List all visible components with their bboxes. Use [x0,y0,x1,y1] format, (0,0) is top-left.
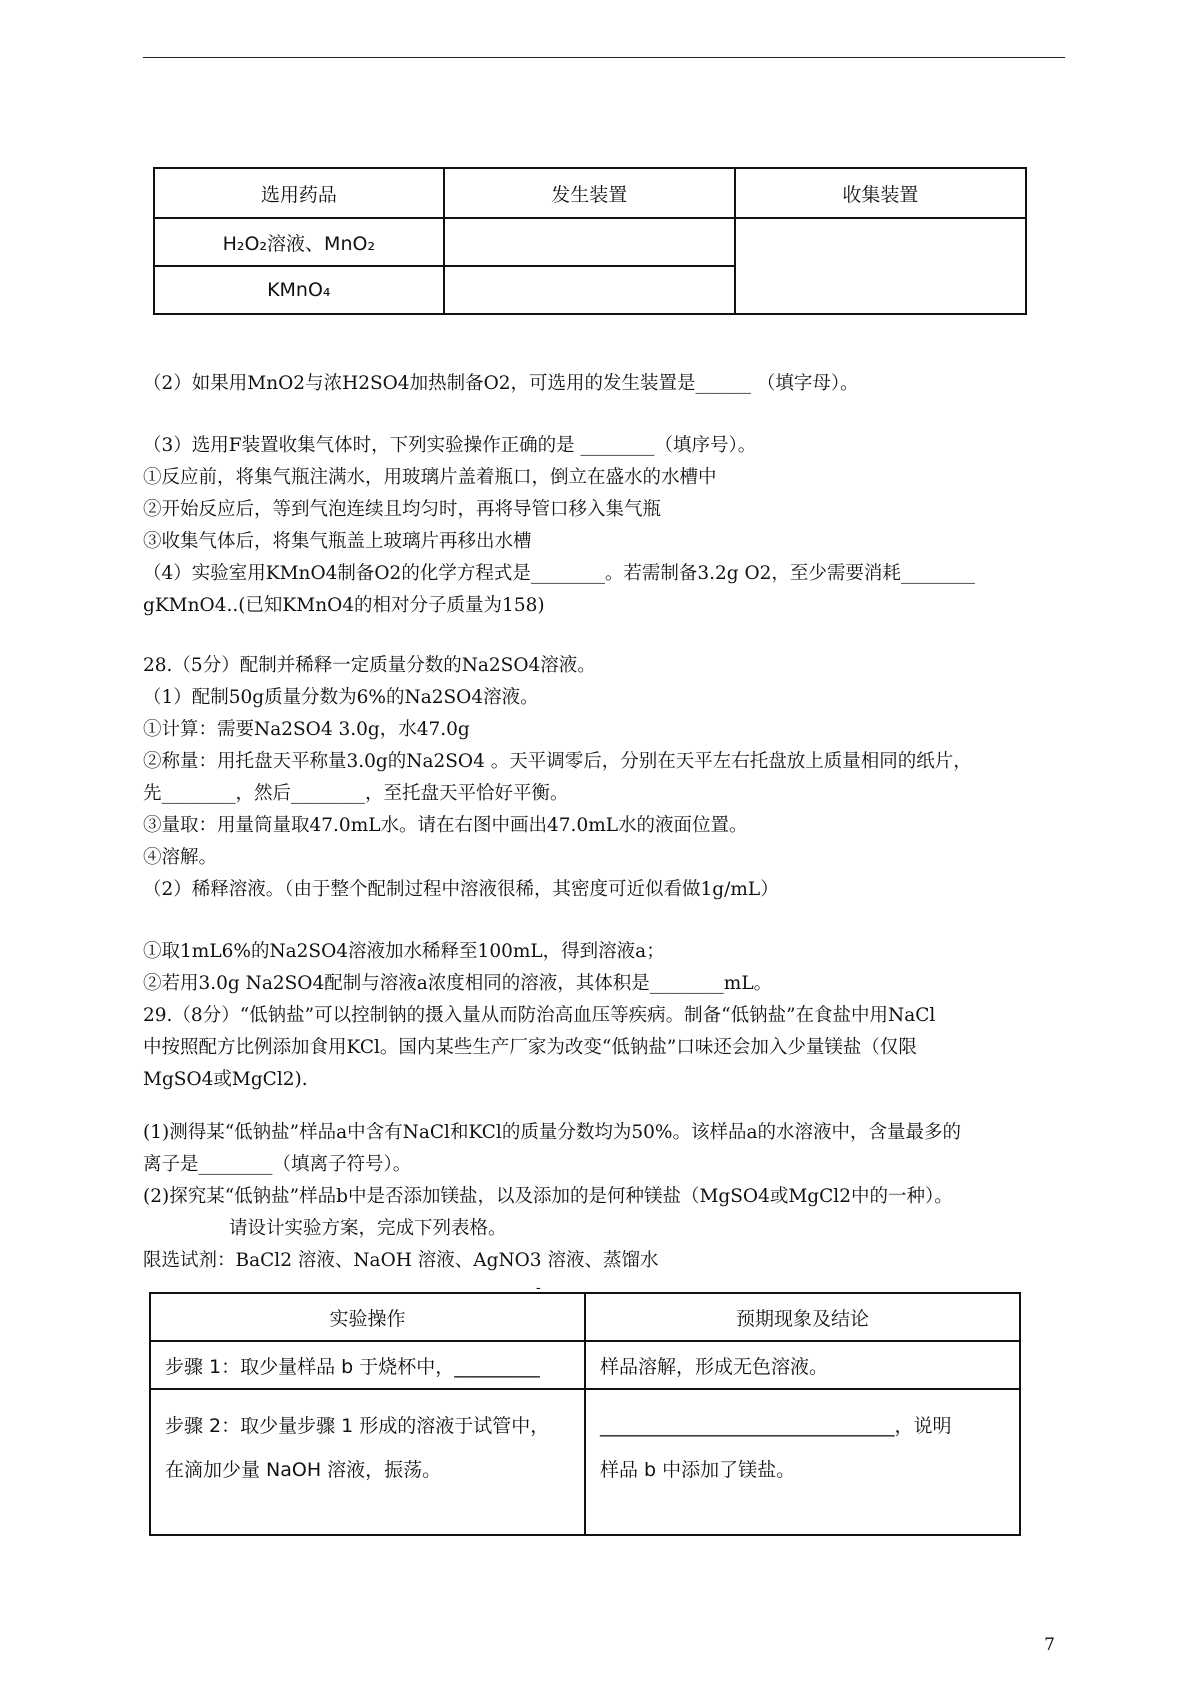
header-rule [143,57,1065,58]
q4-line-2: gKMnO4..(已知KMnO4的相对分子质量为158) [143,595,545,616]
q28-measure: ③量取：用量筒量取47.0mL水。请在右图中画出47.0mL水的液面位置。 [143,815,748,836]
step2-op-line-1: 步骤 2：取少量步骤 1 形成的溶液于试管中， [165,1415,550,1437]
q3-line: （3）选用F装置收集气体时，下列实验操作正确的是 ________（填序号）。 [143,435,757,456]
q28-calc: ①计算：需要Na2SO4 3.0g，水47.0g [143,719,470,740]
header-collector: 收集装置 [735,168,1026,218]
q29-intro-3: MgSO4或MgCl2). [143,1069,308,1090]
header-reagent: 选用药品 [154,168,444,218]
q28-dissolve: ④溶解。 [143,847,218,868]
q28-weigh-2: 先________，然后________，至托盘天平恰好平衡。 [143,783,569,804]
step2-result-line-2: 样品 b 中添加了镁盐。 [600,1459,796,1481]
header-generator: 发生装置 [444,168,735,218]
reagent-h2o2: H₂O₂溶液、MnO₂ [154,218,444,266]
q3-option-3: ③收集气体后，将集气瓶盖上玻璃片再移出水槽 [143,531,532,552]
q28-title: 28.（5分）配制并稀释一定质量分数的Na2SO4溶液。 [143,655,596,676]
q28-part2: （2）稀释溶液。（由于整个配制过程中溶液很稀，其密度可近似看做1g/mL） [143,879,779,900]
q3-option-1: ①反应前，将集气瓶注满水，用玻璃片盖着瓶口，倒立在盛水的水槽中 [143,467,717,488]
q29-intro-1: 29.（8分）“低钠盐”可以控制钠的摄入量从而防治高血压等疾病。制备“低钠盐”在食盐中用NaCl [143,1005,936,1026]
reagents-line: 限选试剂：BaCl2 溶液、NaOH 溶液、AgNO3 溶液、蒸馏水 [143,1250,659,1271]
reagent-apparatus-table [153,167,1027,315]
page-number: 7 [1044,1635,1055,1655]
step2-result [585,1389,1020,1535]
header-conclusion: 预期现象及结论 [585,1293,1020,1341]
step2-operation [150,1389,585,1535]
dash-mark: - [536,1280,541,1296]
header-operation: 实验操作 [150,1293,585,1341]
step1-result: 样品溶解，形成无色溶液。 [585,1341,1020,1389]
reagent-kmno4: KMnO₄ [154,266,444,314]
q28-part1: （1）配制50g质量分数为6%的Na2SO4溶液。 [143,687,539,708]
q28-weigh: ②称量：用托盘天平称量3.0g的Na2SO4 。天平调零后，分别在天平左右托盘放上质量相同的纸片， [143,751,972,772]
q4-line: （4）实验室用KMnO4制备O2的化学方程式是________。若需制备3.2g O2，至少需要消耗________ [143,563,975,584]
experiment-table [149,1292,1021,1536]
q29-intro-2: 中按照配方比例添加食用KCl。国内某些生产厂家为改变“低钠盐”口味还会加入少量镁盐（仅限 [143,1037,917,1058]
q29-part1-2: 离子是________（填离子符号）。 [143,1154,412,1175]
q29-part1: (1)测得某“低钠盐”样品a中含有NaCl和KCl的质量分数均为50%。该样品a的水溶液中，含量最多的 [143,1122,961,1143]
q28-dilute-2: ②若用3.0g Na2SO4配制与溶液a浓度相同的溶液，其体积是________mL。 [143,973,773,994]
q28-dilute-1: ①取1mL6%的Na2SO4溶液加水稀释至100mL，得到溶液a； [143,941,665,962]
step2-op-line-2: 在滴加少量 NaOH 溶液，振荡。 [165,1459,442,1481]
collector-cell [735,218,1026,314]
step1-operation: 步骤 1：取少量样品 b 于烧杯中，_________ [150,1341,585,1389]
q2-line: （2）如果用MnO2与浓H2SO4加热制备O2，可选用的发生装置是______ （填字母）。 [143,373,859,394]
q29-part2-2: 请设计实验方案，完成下列表格。 [229,1218,507,1239]
q29-part2: (2)探究某“低钠盐”样品b中是否添加镁盐，以及添加的是何种镁盐（MgSO4或MgCl2中的一种）。 [143,1186,953,1207]
step2-result-line-1: _______________________________，说明 [600,1415,952,1437]
q3-option-2: ②开始反应后，等到气泡连续且均匀时，再将导管口移入集气瓶 [143,499,662,520]
generator-cell-1 [444,218,735,266]
generator-cell-2 [444,266,735,314]
